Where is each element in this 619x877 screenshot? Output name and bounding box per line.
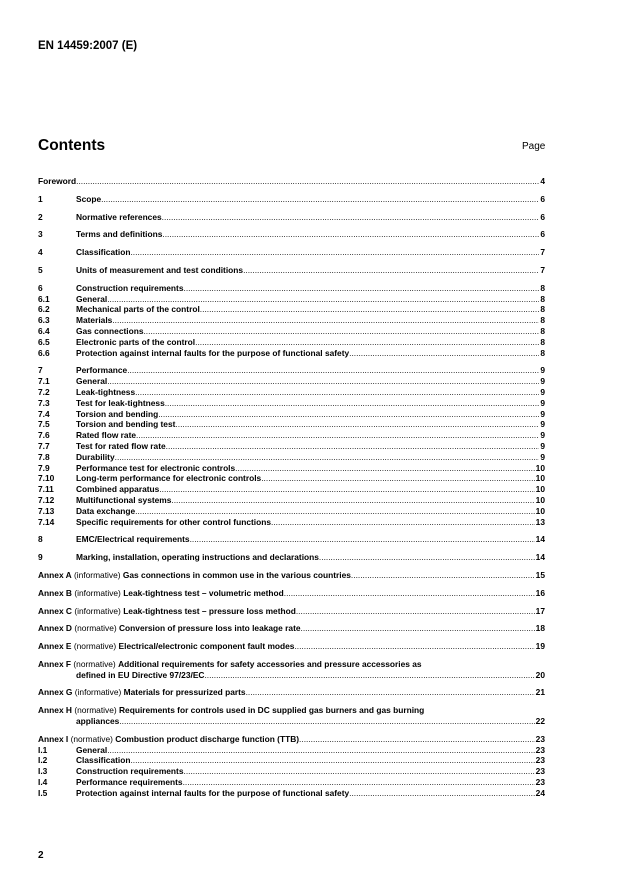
annex-page: 23 [535, 733, 545, 744]
toc-entry[interactable] [38, 348, 545, 359]
dot-leader [183, 777, 535, 788]
toc-entry-page: 8 [540, 336, 545, 347]
toc-entry[interactable] [38, 484, 545, 495]
toc-entry-number: 7.8 [38, 451, 50, 462]
toc-entry-page: 9 [540, 440, 545, 451]
toc-entry-number: 7.5 [38, 419, 50, 430]
dot-leader [284, 588, 535, 599]
annex-entry[interactable] [38, 570, 545, 581]
annex-title: Materials for pressurized parts [123, 687, 246, 698]
dot-leader [162, 212, 540, 223]
toc-entry-title: Gas connections [76, 325, 144, 336]
annex-label: Annex D [38, 623, 72, 634]
document-id: EN 14459:2007 (E) [38, 40, 138, 52]
toc-entry-title: Performance [76, 365, 128, 376]
annex-title: Gas connections in common use in the various countries [122, 569, 351, 580]
toc-entry[interactable] [38, 398, 545, 409]
dot-leader [200, 304, 540, 315]
toc-entry-page: 9 [540, 430, 545, 441]
dot-leader [175, 419, 539, 430]
toc-entry-title: Long-term performance for electronic controls [76, 473, 262, 484]
table-of-contents [38, 176, 545, 799]
toc-entry-number: 6.1 [38, 293, 50, 304]
toc-entry-title: General [76, 293, 108, 304]
annex-subentry[interactable] [38, 745, 545, 756]
annex-page: 19 [535, 641, 545, 652]
dot-leader [135, 387, 539, 398]
toc-entry[interactable] [38, 534, 545, 545]
toc-entry[interactable] [38, 326, 545, 337]
annex-title: Conversion of pressure loss into leakage rate [119, 623, 301, 634]
toc-entry-title: Performance test for electronic controls [76, 462, 236, 473]
toc-entry-number: 7.3 [38, 397, 50, 408]
annex-title: Requirements for controls used in DC supplied gas burners and gas burning [119, 705, 425, 716]
toc-entry-number: 6.4 [38, 325, 50, 336]
toc-entry-title: Rated flow rate [76, 430, 137, 441]
toc-entry-page: 9 [540, 408, 545, 419]
dot-leader [351, 570, 535, 581]
toc-entry-page: 14 [535, 552, 545, 563]
annex-subentry-page: 23 [535, 766, 545, 777]
toc-entry-title: Test for leak-tightness [76, 397, 165, 408]
dot-leader [162, 229, 539, 240]
dot-leader [159, 484, 534, 495]
annex-title-continued: defined in EU Directive 97/23/EC [76, 669, 205, 680]
dot-leader [243, 265, 539, 276]
toc-entry[interactable] [38, 294, 545, 305]
toc-entry-number: 7.6 [38, 430, 50, 441]
toc-entry-page: 10 [535, 505, 545, 516]
toc-entry-number: 3 [38, 229, 43, 240]
dot-leader [294, 641, 534, 652]
annex-classification: (informative) [74, 605, 121, 616]
toc-entry-page: 8 [540, 282, 545, 293]
toc-entry[interactable] [38, 176, 545, 187]
annex-page: 17 [535, 605, 545, 616]
annex-classification: (normative) [70, 733, 113, 744]
annex-entry[interactable] [38, 734, 545, 745]
toc-entry-page: 7 [540, 264, 545, 275]
annex-subentry-page: 24 [535, 787, 545, 798]
contents-heading: Contents [38, 137, 106, 154]
dot-leader [135, 506, 535, 517]
toc-entry-number: 7.9 [38, 462, 50, 473]
toc-entry-number: 6.5 [38, 336, 50, 347]
toc-entry-title: Multifunctional systems [76, 494, 172, 505]
dot-leader [165, 398, 540, 409]
toc-entry-number: 2 [38, 211, 43, 222]
annex-title: Leak-tightness test – volumetric method [123, 587, 284, 598]
dot-leader [101, 194, 539, 205]
annex-page: 16 [535, 587, 545, 598]
annex-entry-continued[interactable] [38, 670, 545, 681]
annex-entry[interactable] [38, 606, 545, 617]
footer-page-number: 2 [38, 850, 44, 861]
dot-leader [130, 755, 534, 766]
annex-page: 22 [535, 716, 545, 727]
dot-leader [107, 745, 534, 756]
annex-entry[interactable] [38, 641, 545, 652]
toc-entry-page: 7 [540, 247, 545, 258]
dot-leader [136, 430, 539, 441]
toc-entry-number: 1 [38, 193, 43, 204]
dot-leader [349, 788, 535, 799]
annex-classification: (informative) [74, 587, 121, 598]
annex-entry[interactable] [38, 623, 545, 634]
toc-entry-page: 6 [540, 229, 545, 240]
toc-entry-page: 9 [540, 419, 545, 430]
toc-entry-page: 13 [535, 516, 545, 527]
dot-leader [107, 376, 539, 387]
toc-entry-page: 8 [540, 347, 545, 358]
toc-entry-number: 7.10 [38, 473, 55, 484]
dot-leader [246, 687, 535, 698]
toc-entry-page: 10 [535, 462, 545, 473]
annex-title-continued: appliances [76, 716, 120, 727]
toc-entry-title: Scope [76, 193, 102, 204]
dot-leader [119, 716, 534, 727]
annex-page: 15 [535, 569, 545, 580]
dot-leader [296, 606, 535, 617]
toc-entry[interactable] [38, 265, 545, 276]
annex-classification: (normative) [74, 705, 117, 716]
toc-entry-title: Specific requirements for other control functions [76, 516, 271, 527]
toc-entry[interactable] [38, 387, 545, 398]
annex-subentry-number: I.2 [38, 755, 48, 766]
annex-subentry-title: Classification [76, 755, 131, 766]
annex-classification: (informative) [74, 687, 122, 698]
annex-entry[interactable] [38, 705, 545, 716]
page-column-label: Page [522, 141, 546, 152]
annex-label: Annex C [38, 605, 72, 616]
annex-subentry[interactable] [38, 755, 545, 766]
toc-entry[interactable] [38, 304, 545, 315]
toc-entry-page: 10 [535, 484, 545, 495]
annex-subentry-title: General [76, 744, 108, 755]
toc-entry-number: 8 [38, 534, 43, 545]
toc-entry-number: 4 [38, 247, 43, 258]
annex-title: Additional requirements for safety accessories and pressure accessories as [118, 658, 422, 669]
toc-entry[interactable] [38, 247, 545, 258]
toc-entry-title: Torsion and bending test [76, 419, 176, 430]
toc-entry-title: Electronic parts of the control [76, 336, 196, 347]
annex-entry[interactable] [38, 588, 545, 599]
dot-leader [166, 441, 540, 452]
toc-entry-page: 9 [540, 397, 545, 408]
toc-entry-title: Normative references [76, 211, 162, 222]
toc-entry-number: 7.4 [38, 408, 50, 419]
toc-entry[interactable] [38, 506, 545, 517]
toc-entry-page: 9 [540, 365, 545, 376]
toc-entry[interactable] [38, 315, 545, 326]
toc-entry[interactable] [38, 430, 545, 441]
toc-entry[interactable] [38, 337, 545, 348]
annex-page: 18 [535, 623, 545, 634]
toc-entry-title: Marking, installation, operating instructions and declarations [76, 552, 319, 563]
toc-entry-title: Test for rated flow rate [76, 440, 166, 451]
toc-entry-page: 8 [540, 325, 545, 336]
annex-subentry[interactable] [38, 777, 545, 788]
toc-entry-title: Torsion and bending [76, 408, 159, 419]
annex-label: Annex A [38, 569, 72, 580]
dot-leader [261, 473, 534, 484]
toc-entry-page: 10 [535, 473, 545, 484]
toc-entry-title: Foreword [38, 176, 77, 186]
toc-entry-number: 6 [38, 282, 43, 293]
dot-leader [271, 517, 535, 528]
toc-entry[interactable] [38, 452, 545, 463]
toc-entry-number: 6.2 [38, 304, 50, 315]
annex-label: Annex E [38, 641, 72, 652]
toc-entry-number: 7.2 [38, 386, 50, 397]
annex-classification: (normative) [73, 658, 116, 669]
dot-leader [112, 315, 539, 326]
dot-leader [319, 552, 535, 563]
annex-entry[interactable] [38, 687, 545, 698]
toc-entry-page: 8 [540, 315, 545, 326]
annex-subentry[interactable] [38, 788, 545, 799]
toc-entry[interactable] [38, 517, 545, 528]
toc-entry-number: 7.11 [38, 484, 54, 495]
toc-entry-page: 8 [540, 293, 545, 304]
toc-entry-title: Data exchange [76, 505, 136, 516]
dot-leader [115, 452, 540, 463]
toc-entry-number: 7.7 [38, 440, 50, 451]
toc-entry-number: 5 [38, 264, 43, 275]
annex-title: Combustion product discharge function (TTB) [115, 733, 300, 744]
dot-leader [204, 670, 534, 681]
toc-entry-number: 7.1 [38, 376, 50, 387]
annex-entry[interactable] [38, 659, 545, 670]
toc-entry-number: 6.6 [38, 347, 50, 358]
toc-entry-number: 6.3 [38, 315, 50, 326]
toc-entry-page: 9 [540, 376, 545, 387]
dot-leader [184, 766, 535, 777]
toc-entry-title: Protection against internal faults for the purpose of functional safety [76, 347, 350, 358]
annex-title: Leak-tightness test – pressure loss method [123, 605, 296, 616]
dot-leader [127, 365, 539, 376]
annex-subentry-page: 23 [535, 755, 545, 766]
annex-subentry-number: I.4 [38, 777, 48, 788]
annex-label: Annex B [38, 587, 72, 598]
toc-entry-number: 9 [38, 552, 43, 563]
toc-entry-number: 7.13 [38, 505, 55, 516]
annex-page: 21 [535, 687, 545, 698]
dot-leader [130, 247, 539, 258]
toc-entry-page: 9 [540, 386, 545, 397]
dot-leader [299, 734, 535, 745]
annex-subentry-number: I.1 [38, 744, 48, 755]
dot-leader [235, 463, 535, 474]
toc-entry-title: Terms and definitions [76, 229, 163, 240]
toc-entry-title: General [76, 376, 108, 387]
toc-entry-page: 6 [540, 211, 545, 222]
toc-entry-page: 6 [540, 193, 545, 204]
toc-entry[interactable] [38, 409, 545, 420]
dot-leader [143, 326, 539, 337]
annex-subentry-title: Protection against internal faults for the purpose of functional safety [76, 787, 350, 798]
annex-page: 20 [535, 669, 545, 680]
toc-entry[interactable] [38, 552, 545, 563]
toc-entry[interactable] [38, 229, 545, 240]
toc-entry[interactable] [38, 441, 545, 452]
toc-entry-title: Combined apparatus [76, 484, 160, 495]
annex-subentry-title: Performance requirements [76, 777, 183, 788]
dot-leader [158, 409, 539, 420]
dot-leader [107, 294, 539, 305]
annex-label: Annex G [38, 687, 73, 698]
annex-subentry[interactable] [38, 766, 545, 777]
toc-entry-page: 10 [535, 494, 545, 505]
annex-subentry-number: I.5 [38, 787, 48, 798]
annex-classification: (normative) [73, 641, 117, 652]
dot-leader [195, 337, 539, 348]
toc-entry[interactable] [38, 495, 545, 506]
annex-subentry-page: 23 [535, 744, 545, 755]
dot-leader [349, 348, 539, 359]
toc-entry[interactable] [38, 194, 545, 205]
annex-classification: (normative) [74, 623, 117, 634]
dot-leader [190, 534, 535, 545]
annex-subentry-number: I.3 [38, 766, 48, 777]
toc-entry[interactable] [38, 473, 545, 484]
toc-entry[interactable] [38, 212, 545, 223]
toc-entry-title: Durability [76, 451, 115, 462]
toc-entry[interactable] [38, 419, 545, 430]
toc-entry-title: Materials [76, 315, 113, 326]
annex-subentry-page: 23 [535, 777, 545, 788]
toc-entry-title: Classification [76, 247, 131, 258]
dot-leader [76, 176, 539, 187]
toc-entry-page: 8 [540, 304, 545, 315]
toc-entry-title: EMC/Electrical requirements [76, 534, 190, 545]
toc-entry-page: 9 [540, 451, 545, 462]
dot-leader [184, 283, 540, 294]
toc-entry-number: 7.12 [38, 494, 55, 505]
toc-entry-title: Leak-tightness [76, 386, 136, 397]
toc-entry-page: 4 [540, 176, 545, 186]
annex-entry-continued[interactable] [38, 716, 545, 727]
toc-entry-title: Units of measurement and test conditions [76, 264, 244, 275]
dot-leader [301, 623, 535, 634]
annex-label: Annex H [38, 705, 72, 716]
toc-entry-title: Construction requirements [76, 282, 184, 293]
annex-classification: (informative) [74, 569, 121, 580]
annex-subentry-title: Construction requirements [76, 766, 184, 777]
toc-entry-page: 14 [535, 534, 545, 545]
toc-entry-number: 7.14 [38, 516, 55, 527]
toc-entry-title: Mechanical parts of the control [76, 304, 200, 315]
toc-entry[interactable] [38, 365, 545, 376]
toc-entry-number: 7 [38, 365, 43, 376]
annex-label: Annex I [38, 733, 69, 744]
toc-entry[interactable] [38, 376, 545, 387]
dot-leader [171, 495, 534, 506]
annex-title: Electrical/electronic component fault modes [118, 641, 295, 652]
toc-entry[interactable] [38, 463, 545, 474]
annex-label: Annex F [38, 658, 72, 669]
toc-entry[interactable] [38, 283, 545, 294]
